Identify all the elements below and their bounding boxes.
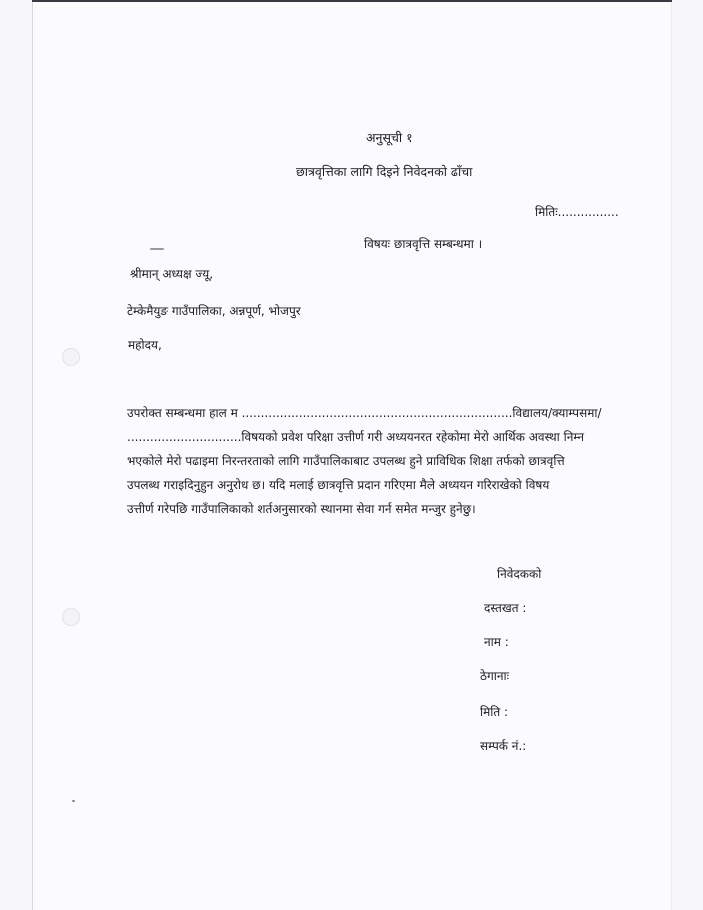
contact-field: सम्पर्क नं.: [480,739,527,753]
application-body [127,401,651,521]
recipient-address: टेम्केमैयुङ गाउँपालिका, अन्नपूर्ण, भोजपुर [127,304,301,318]
body-line: भएकोले मेरो पढाइमा निरन्तरताको लागि गाउँपालिकाबाट उपलब्ध हुने प्राविधिक शिक्षा तर्फको छात्रवृत्ति [127,454,565,468]
salutation: श्रीमान् अध्यक्ष ज्यू, [130,267,214,281]
body-line: उत्तीर्ण गरेपछि गाउँपालिकाको शर्तअनुसारको स्थानमा सेवा गर्न समेत मन्जुर हुनेछु। [127,502,476,516]
address-field: ठेगानाः [480,669,510,683]
punch-hole-mark [62,348,80,366]
form-title: छात्रवृत्तिका लागि दिइने निवेदनको ढाँचा [296,164,473,179]
signature-field: दस्तखत : [484,601,527,615]
greeting: महोदय, [128,338,162,352]
scan-speck [72,800,75,802]
name-field: नाम : [484,635,509,649]
page-top-edge [32,0,672,6]
subject-line: विषयः छात्रवृत्ति सम्बन्धमा । [364,237,483,251]
schedule-heading: अनुसूची १ [366,130,413,145]
punch-hole-mark [62,608,80,626]
applicant-heading: निवेदककाे [497,567,542,581]
body-line: उपरोक्त सम्बन्धमा हाल म .......................................................................विद्यालय/क्याम्पसमा/ [127,406,602,420]
scan-speck [150,248,164,250]
date-field: मितिः................ [535,205,619,219]
body-line: ..............................विषयको प्रवेश परिक्षा उत्तीर्ण गरी अध्ययनरत रहेकोमा मेरो आर्थिक अवस्था निम्न [127,430,585,444]
body-line: उपलब्ध गराइदिनुहुन अनुरोध छ। यदि मलाई छात्रवृत्ति प्रदान गरिएमा मैले अध्ययन गरिराखेको विषय [127,478,550,492]
applicant-date-field: मिति : [480,705,509,719]
